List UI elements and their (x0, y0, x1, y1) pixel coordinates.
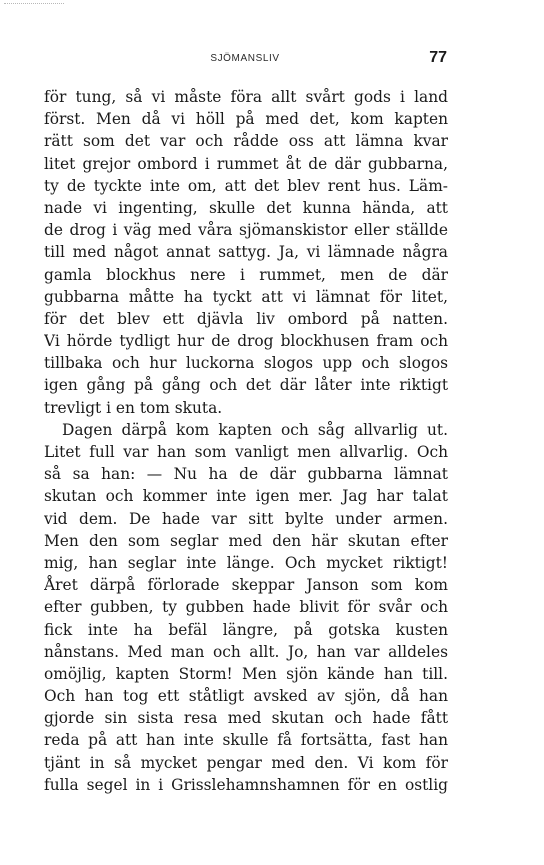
body-text (44, 86, 448, 796)
running-head (43, 48, 447, 72)
page-number: 77 (429, 49, 447, 66)
text-line: tjänt in så mycket pengar med den. Vi kom för (44, 753, 448, 772)
text-line: mig, han seglar inte länge. Och mycket riktigt! (44, 553, 448, 572)
text-line: omöjlig, kapten Storm! Men sjön kände han till. (44, 664, 448, 683)
text-line: efter gubben, ty gubben hade blivit för svår och (44, 598, 448, 617)
text-line: Litet full var han som vanligt men allvarlig. Och (44, 443, 448, 461)
text-line: gamla blockhus nere i rummet, men de där (44, 265, 448, 284)
paragraph-first-line: Dagen därpå kom kapten och såg allvarlig ut. (62, 420, 448, 439)
scan-edge-marks (4, 3, 64, 5)
text-line: Och han tog ett ståtligt avsked av sjön, då han (44, 687, 448, 706)
text-line: så sa han: — Nu ha de där gubbarna lämnat (44, 465, 448, 484)
text-line: för tung, så vi måste föra allt svårt gods i land (44, 88, 448, 106)
text-line: gjorde sin sista resa med skutan och hade fått (44, 709, 448, 728)
text-line: igen gång på gång och det där låter inte riktigt (44, 376, 448, 395)
text-line: fick inte ha befäl längre, på gotska kusten (44, 620, 448, 639)
running-title: SJÖMANSLIV (210, 53, 280, 64)
text-line: till med något annat sattyg. Ja, vi lämnade några (44, 243, 448, 262)
text-line: fulla segel in i Grisslehamnshamnen för en ostlig (44, 775, 448, 794)
text-line: för det blev ett djävla liv ombord på natten. (44, 309, 448, 328)
text-line: gubbarna måtte ha tyckt att vi lämnat för litet, (44, 287, 448, 306)
text-line: vid dem. De hade var sitt bylte under armen. (44, 509, 448, 528)
text-line: skutan och kommer inte igen mer. Jag har talat (44, 487, 448, 506)
text-line: reda på att han inte skulle få fortsätta, fast han (44, 731, 448, 750)
text-line: tillbaka och hur luckorna slogos upp och slogos (44, 354, 448, 373)
text-line: nade vi ingenting, skulle det kunna hända, att (44, 198, 448, 217)
text-line: litet grejor ombord i rummet åt de där gubbarna, (44, 154, 448, 173)
paragraph-end-line: trevligt i en tom skuta. (44, 398, 223, 417)
text-line: de drog i väg med våra sjömanskistor eller ställde (44, 221, 448, 240)
text-line: Men den som seglar med den här skutan efter (44, 531, 448, 550)
text-line: ty de tyckte inte om, att det blev rent hus. Läm- (44, 176, 448, 195)
text-line: Året därpå förlorade skeppar Janson som kom (44, 576, 448, 595)
text-line: nånstans. Med man och allt. Jo, han var alldeles (44, 642, 448, 661)
text-line: rätt som det var och rådde oss att lämna kvar (44, 132, 448, 151)
text-line: Vi hörde tydligt hur de drog blockhusen fram och (44, 332, 448, 351)
text-line: först. Men då vi höll på med det, kom kapten (44, 110, 448, 129)
